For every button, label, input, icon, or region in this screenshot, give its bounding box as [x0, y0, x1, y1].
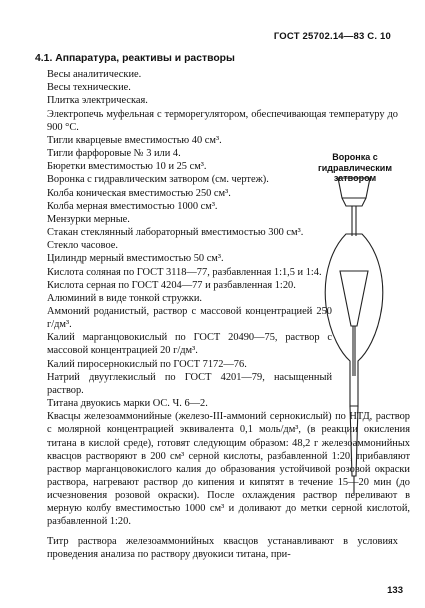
- list-item: Аммоний роданистый, раствор с массовой концентрацией 250 г/дм³.: [47, 305, 332, 331]
- list-item: Стакан стеклянный лабораторный вместимостью 300 см³.: [47, 227, 304, 239]
- list-item: Кислота серная по ГОСТ 4204—77 и разбавленная 1:20.: [47, 279, 296, 291]
- list-item: Тигли фарфоровые № 3 или 4.: [47, 148, 181, 160]
- section-title: 4.1. Аппаратура, реактивы и растворы: [35, 53, 235, 64]
- list-item: Мензурки мерные.: [47, 213, 130, 225]
- list-item: Цилиндр мерный вместимостью 50 см³.: [47, 253, 224, 265]
- list-item: Плитка электрическая.: [47, 95, 148, 107]
- hydraulic-funnel-drawing: [316, 176, 392, 496]
- funnel-figure: [306, 152, 404, 502]
- body-paragraph: Титр раствора железоаммонийных квасцов устанавливают в условиях проведения анализа по раствору двуокиси титана, при-: [47, 535, 398, 560]
- list-item: Колба коническая вместимостью 250 см³.: [47, 187, 231, 199]
- page-header: ГОСТ 25702.14—83 С. 10: [273, 31, 391, 42]
- list-item: Калий пиросернокислый по ГОСТ 7172—76.: [47, 358, 247, 370]
- list-item: Весы технические.: [47, 82, 131, 94]
- list-item: Электропечь муфельная с терморегулятором, обеспечивающая температуру до 900 °С.: [47, 108, 398, 133]
- list-item: Весы аналитические.: [47, 69, 142, 81]
- list-item: Титана двуокись марки ОС. Ч. 6—2.: [47, 398, 208, 410]
- list-item: Кислота соляная по ГОСТ 3118—77, разбавленная 1:1,5 и 1:4.: [47, 266, 322, 278]
- list-item: Бюретки вместимостью 10 и 25 см³.: [47, 161, 207, 173]
- list-item: Алюминий в виде тонкой стружки.: [47, 292, 203, 304]
- list-item: Тигли кварцевые вместимостью 40 см³.: [47, 134, 222, 146]
- body-paragraph: Квасцы железоаммонийные (железо-III-аммоний сернокислый) по НТД, раствор с молярной концентрацией эквивалента 0,1 моль/дм³, (в реакции окисления титана в кислой среде), готовят следующим образом: 48,2 г железоаммонийных квасцов растворяют в 200 см³ серной кислоты, разбавленной 1:20, прибавляют раствор марганцовокислого калия до образования устойчивой розовой окраски раствора, нагревают раствор до кипения и кипятят в течение 15—20 мин (до исчезновения розовой окраски). После охлаждения раствор переливают в мерную колбу вместимостью 1000 см³ и доливают до метки серной кислотой, разбавленной 1:20.: [47, 411, 410, 528]
- page-number: 133: [387, 585, 403, 596]
- list-item: Воронка с гидравлическим затвором (см. чертеж).: [47, 174, 269, 186]
- list-item: Натрий двууглекислый по ГОСТ 4201—79, насыщенный раствор.: [47, 371, 332, 396]
- list-item: Калий марганцовокислый по ГОСТ 20490—75, раствор с массовой концентрацией 20 г/дм³.: [47, 332, 332, 357]
- list-item: Колба мерная вместимостью 1000 см³.: [47, 200, 218, 212]
- list-item: Стекло часовое.: [47, 240, 118, 252]
- figure-caption: Воронка с гидравлическим затвором: [318, 152, 392, 183]
